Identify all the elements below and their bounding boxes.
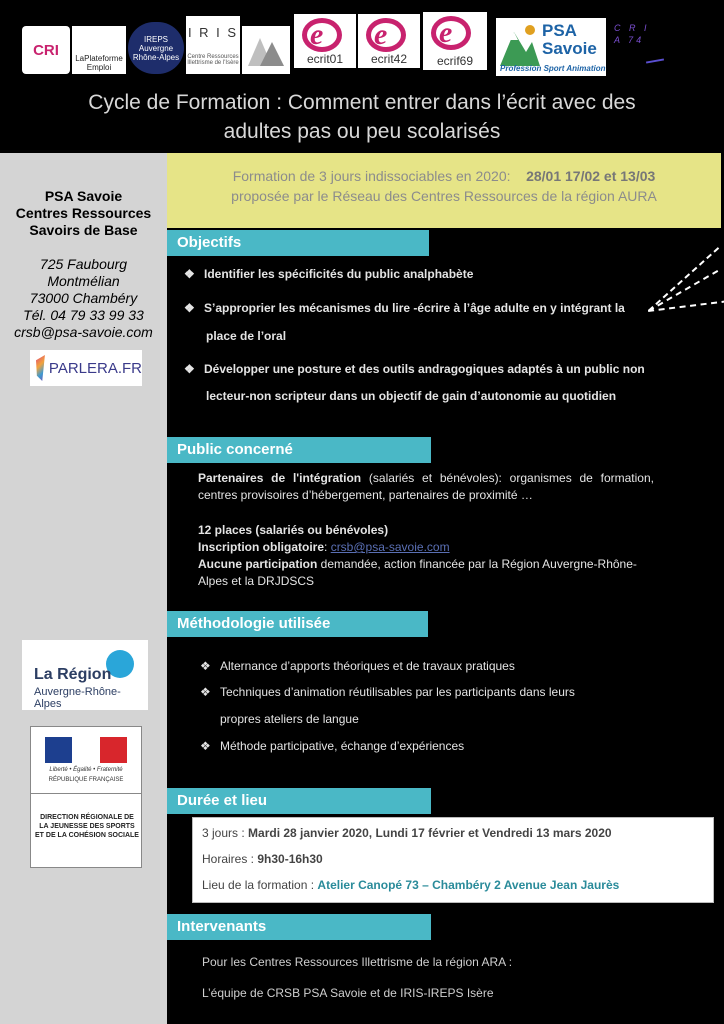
hours-label: Horaires : [202,852,258,866]
region-name: La Région [34,666,112,683]
diamond-bullet-icon: ❖ [200,739,211,753]
list-item [184,267,704,281]
inscription-label: Inscription obligatoire [198,540,325,554]
list-item [184,301,704,315]
ecrif69-label: ecrif69 [436,54,474,68]
plateforme-logo-text: LaPlateforme Emploi [75,54,123,72]
diamond-bullet-icon: ❖ [200,685,211,699]
ecrit-e-mark: e [374,18,388,51]
diamond-bullet-icon: ❖ [184,267,195,281]
partners-text: (salariés et bénévoles): organismes de formation, centres provisoires d’hébergement, partenaires de proximité … [198,471,654,502]
ireps-logo-text: IREPS Auvergne Rhône-Alpes [132,34,180,62]
hours-value: 9h30-16h30 [257,852,323,866]
org-name [0,188,167,239]
objectifs-header: Objectifs [167,230,429,256]
partners-label: Partenaires de l'intégration [198,471,362,485]
ecrit-e-mark: e [310,18,324,51]
participation-label: Aucune participation [198,557,318,571]
iris-logo-subtext: Centre Ressources Illettrisme de l'Isère [187,53,239,66]
cri-logo [22,26,70,74]
org-address [0,256,167,341]
address-line: 73000 Chambéry [29,290,138,306]
intervenants-line-2: L’équipe de CRSB PSA Savoie et de IRIS-IREPS Isère [202,986,494,1000]
duree-header: Durée et lieu [167,788,431,814]
list-item [184,362,724,376]
iris-logo-text: I R I S [187,24,239,40]
email-address[interactable]: crsb@psa-savoie.com [14,324,153,340]
cria-swoosh [646,58,664,63]
mountain-icon [500,22,540,68]
days-row [202,826,612,840]
diamond-bullet-icon: ❖ [200,659,211,673]
diamond-bullet-icon: ❖ [184,362,195,376]
hours-row [202,852,323,866]
ecrit01-logo [294,14,356,68]
psa-savoie-subtitle: Profession Sport Animation [500,64,606,73]
public-section [198,470,654,590]
methode-text: Alternance d’apports théoriques et de travaux pratiques [220,659,515,673]
intro-line-1 [167,166,721,186]
french-flag-icon [45,737,127,763]
parlera-logo [30,350,142,386]
title-line-2: adultes pas ou peu scolarisés [223,120,501,143]
region-logo [22,640,148,710]
region-subname: Auvergne-Rhône-Alpes [34,686,121,710]
methode-continuation: propres ateliers de langue [220,712,359,726]
inscription-line [198,539,654,556]
diamond-bullet-icon: ❖ [184,301,195,315]
page-title [0,88,724,146]
participation-text: demandée, action financée par la Région Auvergne-Rhône-Alpes et la DRJDSCS [198,557,637,588]
ecrit42-label: ecrit42 [370,52,408,66]
ecrit42-logo [358,14,420,68]
republic-name: RÉPUBLIQUE FRANÇAISE [48,777,124,783]
intervenants-line-1: Pour les Centres Ressources Illettrisme de la région ARA : [202,955,513,969]
ecrif69-logo [423,12,487,70]
intro-line-2: proposée par le Réseau des Centres Ressources de la région AURA [231,188,657,204]
intervenants-header: Intervenants [167,914,431,940]
ecrit-e-mark: e [439,16,453,49]
objectif-text: Développer une posture et des outils andragogiques adaptés à un public non [204,362,645,376]
inscription-colon: : [324,540,331,554]
triangles-icon [246,32,286,68]
address-line: Montmélian [47,273,120,289]
objectif-continuation: lecteur-non scripteur dans un objectif de gain d’autonomie au quotidien [206,389,617,403]
objectif-text: Identifier les spécificités du public analphabète [204,267,474,281]
places-count [198,522,654,539]
republic-motto: Liberté • Égalité • Fraternité [49,767,123,773]
duree-box [192,817,714,903]
places-label: 12 places (salariés ou bénévoles) [198,523,389,537]
list-item [200,685,700,699]
drjscs-divider [31,793,141,794]
inscription-email-link[interactable]: crsb@psa-savoie.com [330,540,450,554]
triangles-logo [242,26,290,74]
partners-paragraph [198,470,654,504]
days-value: Mardi 28 janvier 2020, Lundi 17 février et Vendredi 13 mars 2020 [248,826,612,840]
methode-text: Méthode participative, échange d’expériences [220,739,465,753]
plateforme-logo [72,26,126,74]
parlera-text: PARLERA.FR [48,359,142,377]
days-label: 3 jours : [202,826,249,840]
drjscs-logo [30,726,142,868]
intro-text: Formation de 3 jours indissociables en 2020: [232,168,511,184]
psa-savoie-logo [496,18,606,76]
parlera-mark-icon [36,355,45,381]
psa-savoie-title: PSA Savoie [542,21,597,58]
place-value: Atelier Canopé 73 – Chambéry 2 Avenue Jean Jaurès [317,878,620,892]
methode-text: Techniques d’animation réutilisables par les participants dans leurs [220,685,575,699]
intro-dates: 28/01 17/02 et 13/03 [526,168,656,184]
title-line-1: Cycle de Formation : Comment entrer dans l’écrit avec des [88,91,636,114]
org-line: Centres Ressources [15,205,152,221]
phone-number: Tél. 04 79 33 99 33 [23,307,144,323]
public-header: Public concerné [167,437,431,463]
methodologie-header: Méthodologie utilisée [167,611,428,637]
cria-logo: C R I A 74 [614,23,650,45]
logo-band [0,0,724,84]
ireps-logo [128,22,184,74]
iris-logo [186,16,240,74]
list-item [200,659,700,673]
org-line: PSA Savoie [44,188,123,204]
drjscs-name: DIRECTION RÉGIONALE DE LA JEUNESSE DES SPORTS ET DE LA COHÉSION SOCIALE [35,814,139,839]
cri-logo-text: CRI [33,41,59,59]
ecrit01-label: ecrit01 [306,52,344,66]
objectif-continuation: place de l’oral [206,329,287,343]
intro-box [167,153,721,228]
objectif-text: S’approprier les mécanismes du lire -écrire à l’âge adulte en y intégrant la [204,301,625,315]
participation-paragraph [198,556,654,590]
list-item [200,739,700,753]
address-line: 725 Faubourg [39,256,128,272]
org-line: Savoirs de Base [29,222,138,238]
place-row [202,878,619,892]
place-label: Lieu de la formation : [202,878,318,892]
